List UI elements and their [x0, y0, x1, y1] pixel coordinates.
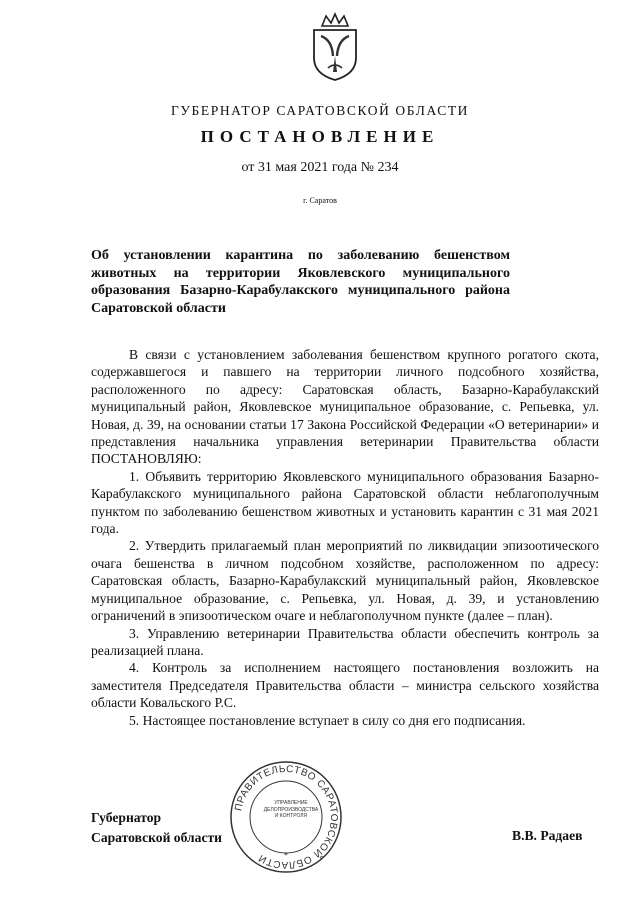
clause-5: 5. Настоящее постановление вступает в силу со дня его подписания. — [129, 712, 526, 728]
document-date-number: от 31 мая 2021 года № 234 — [241, 160, 399, 175]
clause-2: 2. Утвердить прилагаемый план мероприятий по ликвидации эпизоотического очага бешенства в личном подсобном хозяйстве, расположенном по адресу: Саратовская область, Базарно-Карабулакский муниципальный район, Яковлевское муниципальное образование, с. Репьевка, ул. Новая, д. 39, и установлению ограничений в эпизоотическом очаге и неблагополучном пункте (далее – план). — [91, 538, 599, 624]
preamble-paragraph: В связи с установлением заболевания бешенством крупного рогатого скота, содержавшегося и павшего на территории личного подсобного хозяйства, расположенного по адресу: Саратовская область, Базарно-Карабулакский муниципальный район, Яковлевское муниципальное образование, с. Репьевка, ул. Новая, д. 39, на основании статьи 17 Закона Российской Федерации «О ветеринарии» и представления начальника управления ветеринарии Правительства области ПОСТАНОВЛЯЮ: — [91, 347, 599, 467]
document-city: г. Саратов — [303, 196, 337, 205]
clause-3: 3. Управлению ветеринарии Правительства области обеспечить контроль за реализацией плана. — [91, 625, 599, 658]
document-subject: Об установлении карантина по заболеванию бешенством животных на территории Яковлевского муниципального образования Базарно-Карабулакского муниципального района Саратовской области — [91, 248, 510, 316]
signatory-name: В.В. Радаев — [512, 828, 583, 843]
document-body — [91, 346, 599, 729]
signatory-position: Губернатор Саратовской области — [91, 810, 223, 845]
stamp-inner-text: УПРАВЛЕНИЕ ДЕЛОПРОИЗВОДСТВА И КОНТРОЛЯ — [263, 800, 319, 819]
document-type: ПОСТАНОВЛЕНИЕ — [200, 127, 440, 146]
svg-text:*: * — [284, 851, 288, 860]
clause-4: 4. Контроль за исполнением настоящего постановления возложить на заместителя Председателя Правительства области – министра сельского хозяйства области Ковальского Р.С. — [91, 660, 599, 711]
clause-1: 1. Объявить территорию Яковлевского муниципального образования Базарно-Карабулакского муниципального района Саратовской области неблагополучным пунктом по заболеванию бешенством животных и установить карантин с 31 мая 2021 года. — [91, 468, 599, 537]
issuer-title: ГУБЕРНАТОР САРАТОВСКОЙ ОБЛАСТИ — [170, 103, 470, 118]
stamp-ring-text: ПРАВИТЕЛЬСТВО САРАТОВСКОЙ ОБЛАСТИ — [233, 763, 340, 871]
coat-of-arms-icon — [302, 12, 368, 82]
